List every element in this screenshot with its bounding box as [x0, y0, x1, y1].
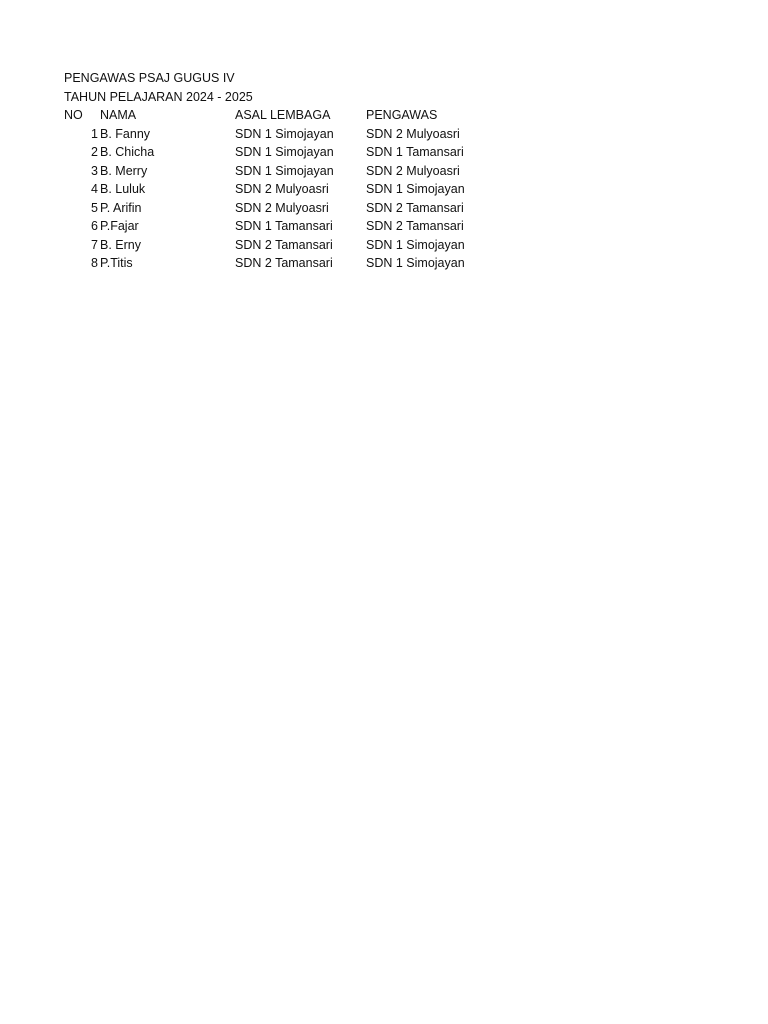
header-no: NO: [64, 108, 83, 122]
row-no: 6: [91, 219, 98, 233]
row-nama: B. Erny: [100, 237, 141, 252]
row-asal-lembaga: SDN 2 Tamansari: [235, 256, 333, 270]
row-asal-lembaga: SDN 1 Simojayan: [235, 126, 334, 141]
row-nama: B. Chicha: [100, 145, 155, 159]
row-pengawas: SDN 2 Mulyoasri: [366, 126, 460, 141]
row-no: 8: [91, 256, 98, 270]
row-pengawas: SDN 1 Simojayan: [366, 256, 465, 270]
header-nama: NAMA: [100, 108, 137, 122]
row-nama: P. Arifin: [100, 200, 142, 215]
table-header-row: [64, 106, 524, 125]
row-nama: B. Merry: [100, 163, 148, 178]
row-no: 3: [91, 163, 98, 178]
document-subtitle: TAHUN PELAJARAN 2024 - 2025: [64, 89, 253, 104]
row-asal-lembaga: SDN 1 Simojayan: [235, 163, 334, 178]
row-asal-lembaga: SDN 2 Tamansari: [235, 237, 333, 252]
table-row: [64, 180, 524, 199]
table-row: [64, 236, 524, 255]
row-no: 7: [91, 237, 98, 252]
row-asal-lembaga: SDN 2 Mulyoasri: [235, 182, 329, 196]
row-nama: B. Luluk: [100, 182, 146, 196]
header-pengawas: PENGAWAS: [366, 108, 438, 122]
table-row: [64, 199, 524, 218]
table-row: [64, 217, 524, 236]
row-pengawas: SDN 2 Mulyoasri: [366, 163, 460, 178]
row-no: 1: [91, 126, 98, 141]
row-asal-lembaga: SDN 1 Tamansari: [235, 219, 333, 233]
row-pengawas: SDN 2 Tamansari: [366, 200, 464, 215]
row-nama: P.Titis: [100, 256, 133, 270]
row-no: 5: [91, 200, 98, 215]
row-pengawas: SDN 1 Tamansari: [366, 145, 464, 159]
document-sheet: [64, 69, 524, 273]
document-title: PENGAWAS PSAJ GUGUS IV: [64, 71, 235, 85]
row-pengawas: SDN 1 Simojayan: [366, 182, 465, 196]
row-no: 2: [91, 145, 98, 159]
row-pengawas: SDN 2 Tamansari: [366, 219, 464, 233]
row-asal-lembaga: SDN 2 Mulyoasri: [235, 200, 329, 215]
row-nama: P.Fajar: [100, 219, 139, 233]
table-row: [64, 162, 524, 181]
row-pengawas: SDN 1 Simojayan: [366, 237, 465, 252]
table-row: [64, 125, 524, 144]
table-row: [64, 143, 524, 162]
row-nama: B. Fanny: [100, 126, 151, 141]
row-no: 4: [91, 182, 98, 196]
table-row: [64, 254, 524, 273]
header-asal-lembaga: ASAL LEMBAGA: [235, 108, 331, 122]
row-asal-lembaga: SDN 1 Simojayan: [235, 145, 334, 159]
